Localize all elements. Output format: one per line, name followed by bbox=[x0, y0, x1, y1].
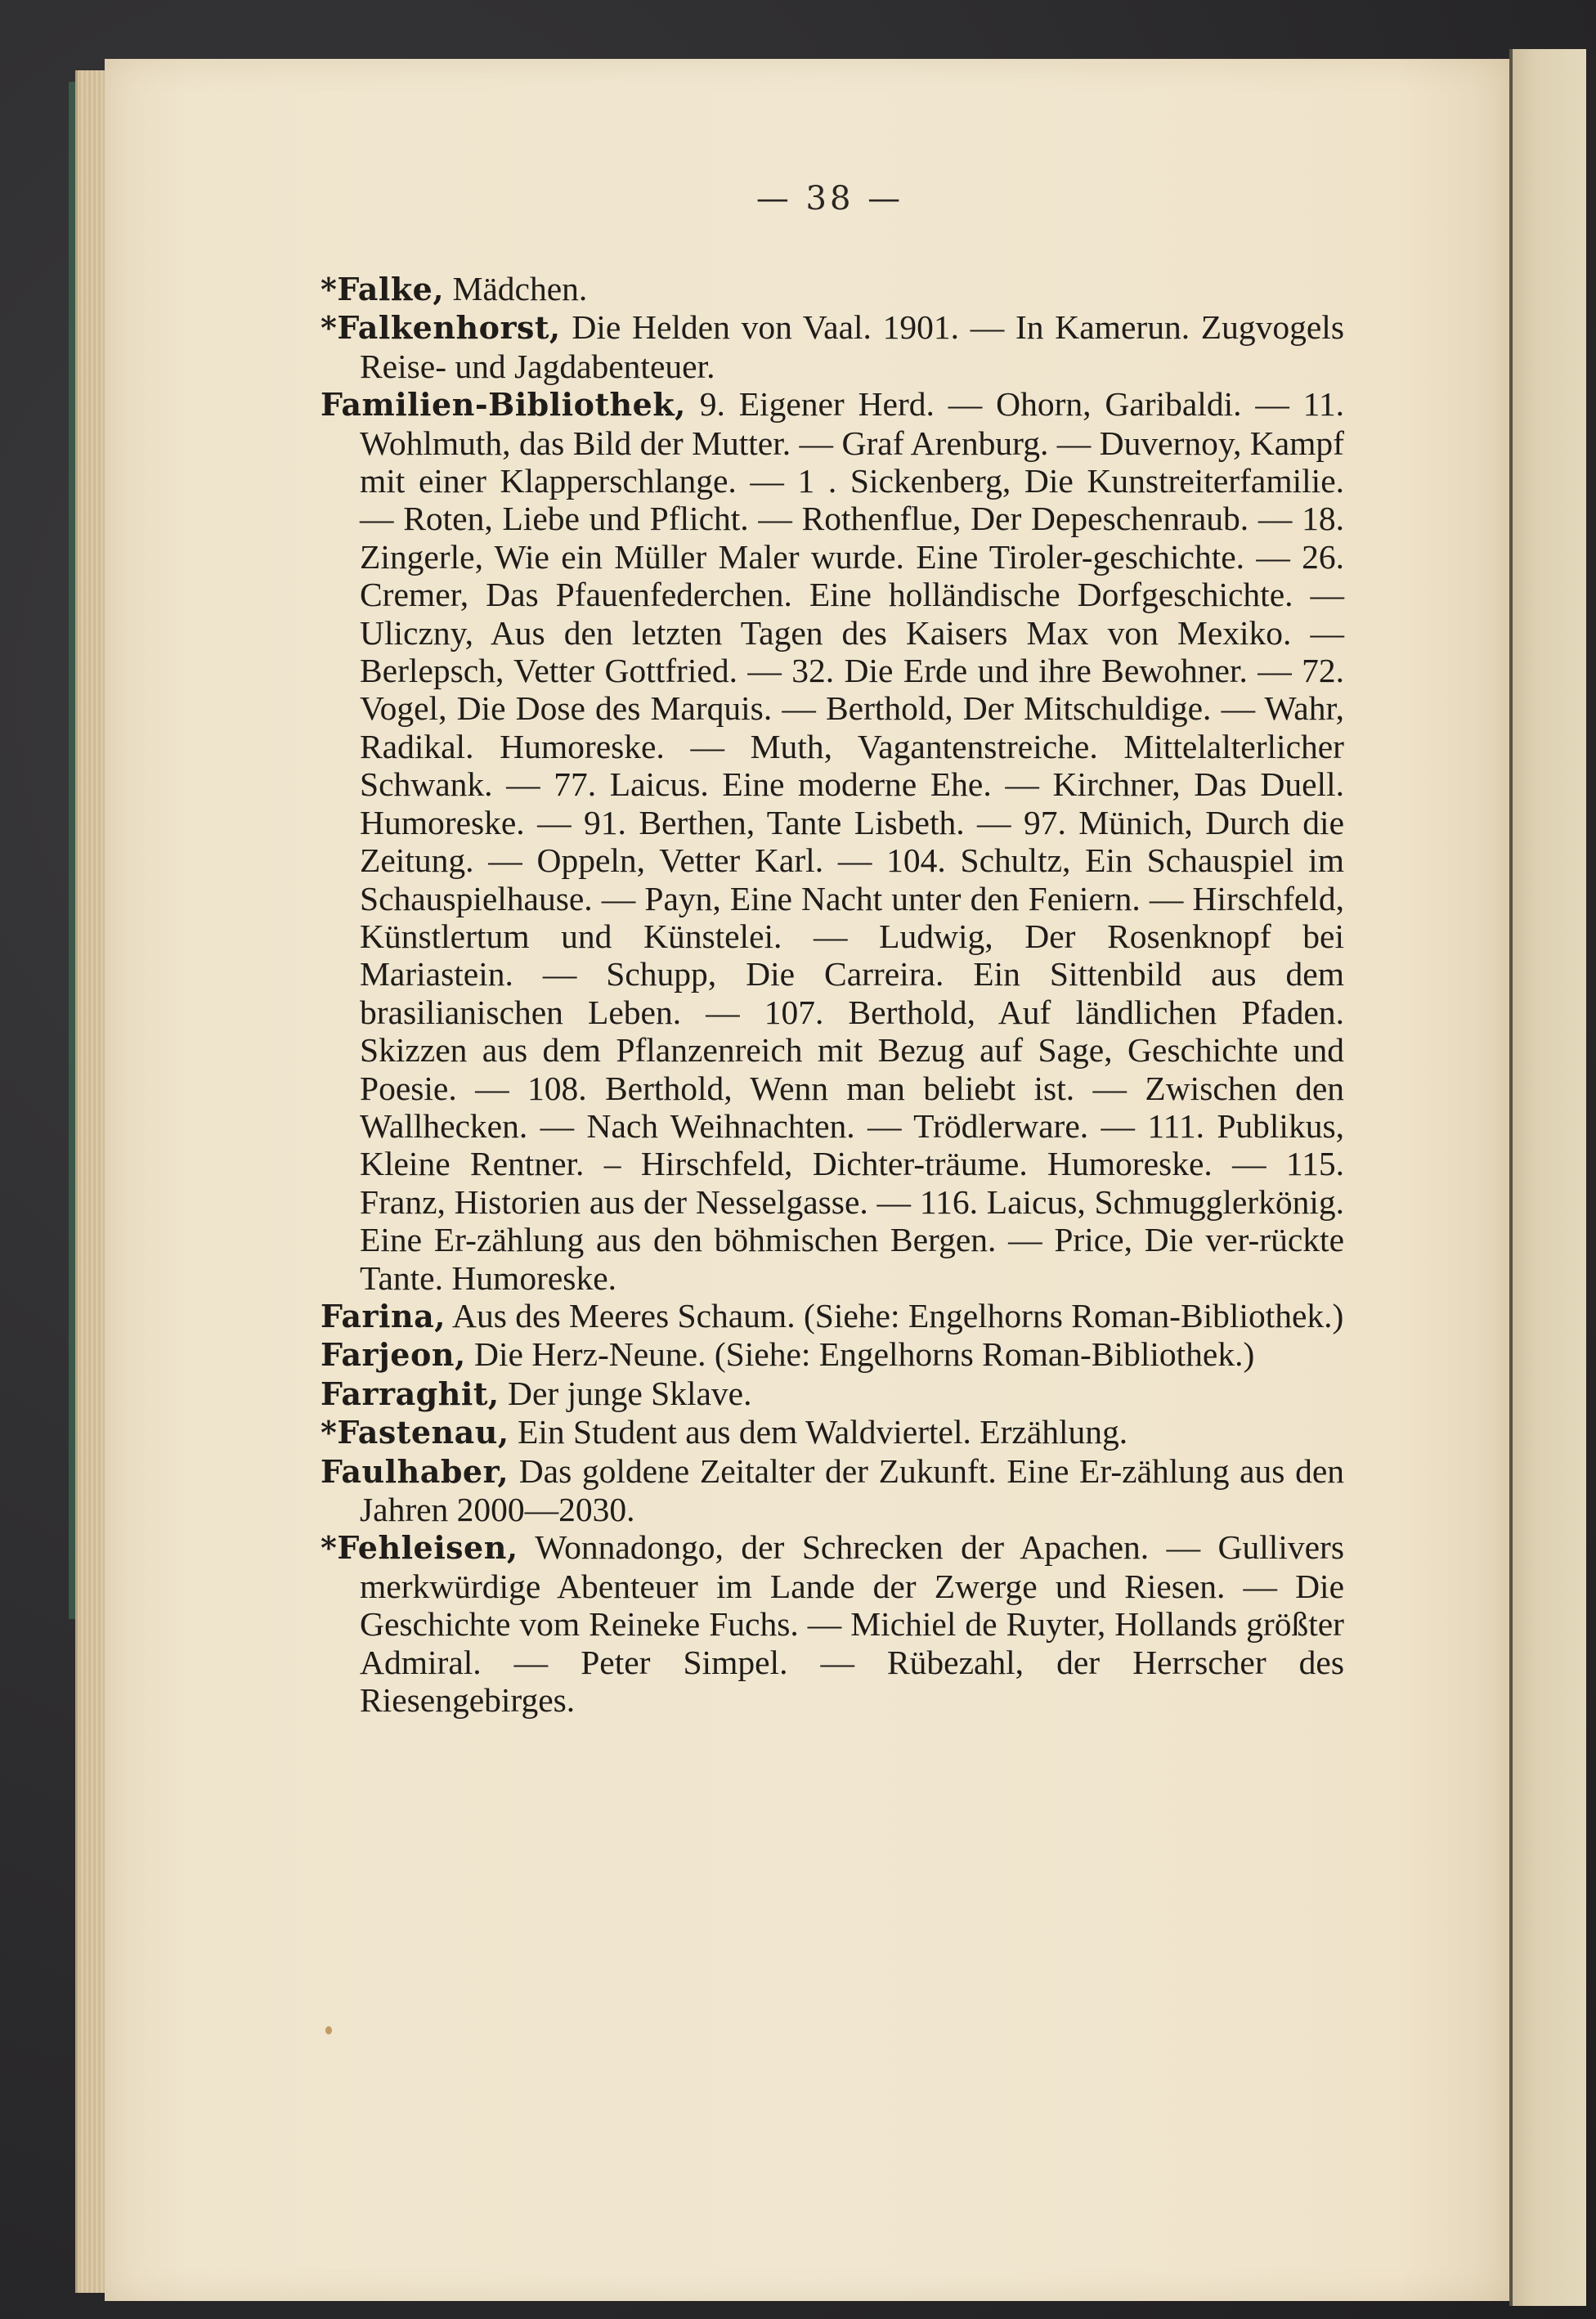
entry-falke bbox=[321, 270, 1344, 308]
entry-fehleisen bbox=[321, 1528, 1344, 1719]
entry-farjeon bbox=[321, 1335, 1344, 1374]
entry-author: *Fehleisen, bbox=[321, 1529, 518, 1567]
entry-author: Farina, bbox=[321, 1297, 446, 1334]
entry-familien-bibliothek bbox=[321, 385, 1344, 1297]
entry-author: Farjeon, bbox=[321, 1336, 466, 1374]
entry-titles: Wonnadongo, der Schrecken der Apachen. — Gullivers merkwürdige Abenteuer im Lande der Zwerge und Riesen. — Die Geschichte vom Reineke Fuchs. — Michiel de Ruyter, Hollands größter Admiral. — Peter Simpel. — Rübezahl, der Herrscher des Riesengebirges. bbox=[360, 1528, 1344, 1720]
entry-titles: 9. Eigener Herd. — Ohorn, Garibaldi. — 11. Wohlmuth, das Bild der Mutter. — Graf Arenburg. — Duvernoy, Kampf mit einer Klapperschlange. — 1 . Sickenberg, Die Kunstreiterfamilie. — Roten, Liebe und Pflicht. — Rothenflue, Der Depeschenraub. — 18. Zingerle, Wie ein Müller Maler wurde. Eine Tiroler-geschichte. — 26. Cremer, Das Pfauenfederchen. Eine holländische Dorfgeschichte. — Uliczny, Aus den letzten Tagen des Kaisers Max von Mexiko. — Berlepsch, Vetter Gottfried. — 32. Die Erde und ihre Bewohner. — 72. Vogel, Die Dose des Marquis. — Berthold, Der Mitschuldige. — Wahr, Radikal. Humoreske. — Muth, Vagantenstreiche. Mittelalterlicher Schwank. — 77. Laicus. Eine moderne Ehe. — Kirchner, Das Duell. Humoreske. — 91. Berthen, Tante Lisbeth. — 97. Münich, Durch die Zeitung. — Oppeln, Vetter Karl. — 104. Schultz, Ein Schauspiel im Schauspielhause. — Payn, Eine Nacht unter den Feniern. — Hirschfeld, Künstlertum und Künstelei. — Ludwig, Der Rosenknopf bei Mariastein. — Schupp, Die Carreira. Ein Sittenbild aus dem brasilianischen Leben. — 107. Berthold, Auf ländlichen Pfaden. Skizzen aus dem Pflanzenreich mit Bezug auf Sage, Geschichte und Poesie. — 108. Berthold, Wenn man beliebt ist. — Zwischen den Wallhecken. — Nach Weihnachten. — Trödlerware. — 111. Publikus, Kleine Rentner. – Hirschfeld, Dichter-träume. Humoreske. — 115. Franz, Historien aus der Nesselgasse. — 116. Laicus, Schmugglerkönig. Eine Er-zählung aus den böhmischen Bergen. — Price, Die ver-rückte Tante. Humoreske. bbox=[360, 385, 1344, 1297]
entry-farraghit bbox=[321, 1375, 1344, 1413]
catalog-entries bbox=[321, 270, 1344, 1719]
facing-page-edge bbox=[1509, 49, 1586, 2306]
entry-fastenau bbox=[321, 1413, 1344, 1451]
ink-speck bbox=[325, 2026, 332, 2034]
entry-titles: Das goldene Zeitalter der Zukunft. Eine Er-zählung aus den Jahren 2000—2030. bbox=[360, 1451, 1344, 1528]
entry-author: Faulhaber, bbox=[321, 1452, 509, 1490]
entry-titles: Der junge Sklave. bbox=[499, 1374, 752, 1412]
entry-author: *Fastenau, bbox=[321, 1414, 509, 1451]
entry-author: Farraghit, bbox=[321, 1375, 500, 1412]
entry-titles: Die Helden von Vaal. 1901. — In Kamerun. Zugvogels Reise- und Jagdabenteuer. bbox=[360, 308, 1344, 385]
entry-titles: Die Herz-Neune. (Siehe: Engelhorns Roman-Bibliothek.) bbox=[465, 1335, 1255, 1374]
entry-titles: Ein Student aus dem Waldviertel. Erzählung. bbox=[509, 1413, 1128, 1451]
entry-farina bbox=[321, 1297, 1344, 1335]
entry-author: Familien-Bibliothek, bbox=[321, 386, 686, 424]
entry-author: *Falke, bbox=[321, 271, 445, 307]
entry-falkenhorst bbox=[321, 308, 1344, 385]
entry-titles: Mädchen. bbox=[444, 270, 588, 307]
entry-author: *Falkenhorst, bbox=[321, 309, 561, 347]
entry-titles: Aus des Meeres Schaum. (Siehe: Engelhorns Roman-Bibliothek.) bbox=[445, 1296, 1344, 1334]
entry-faulhaber bbox=[321, 1452, 1344, 1529]
page-number: — 38 — bbox=[755, 180, 904, 218]
